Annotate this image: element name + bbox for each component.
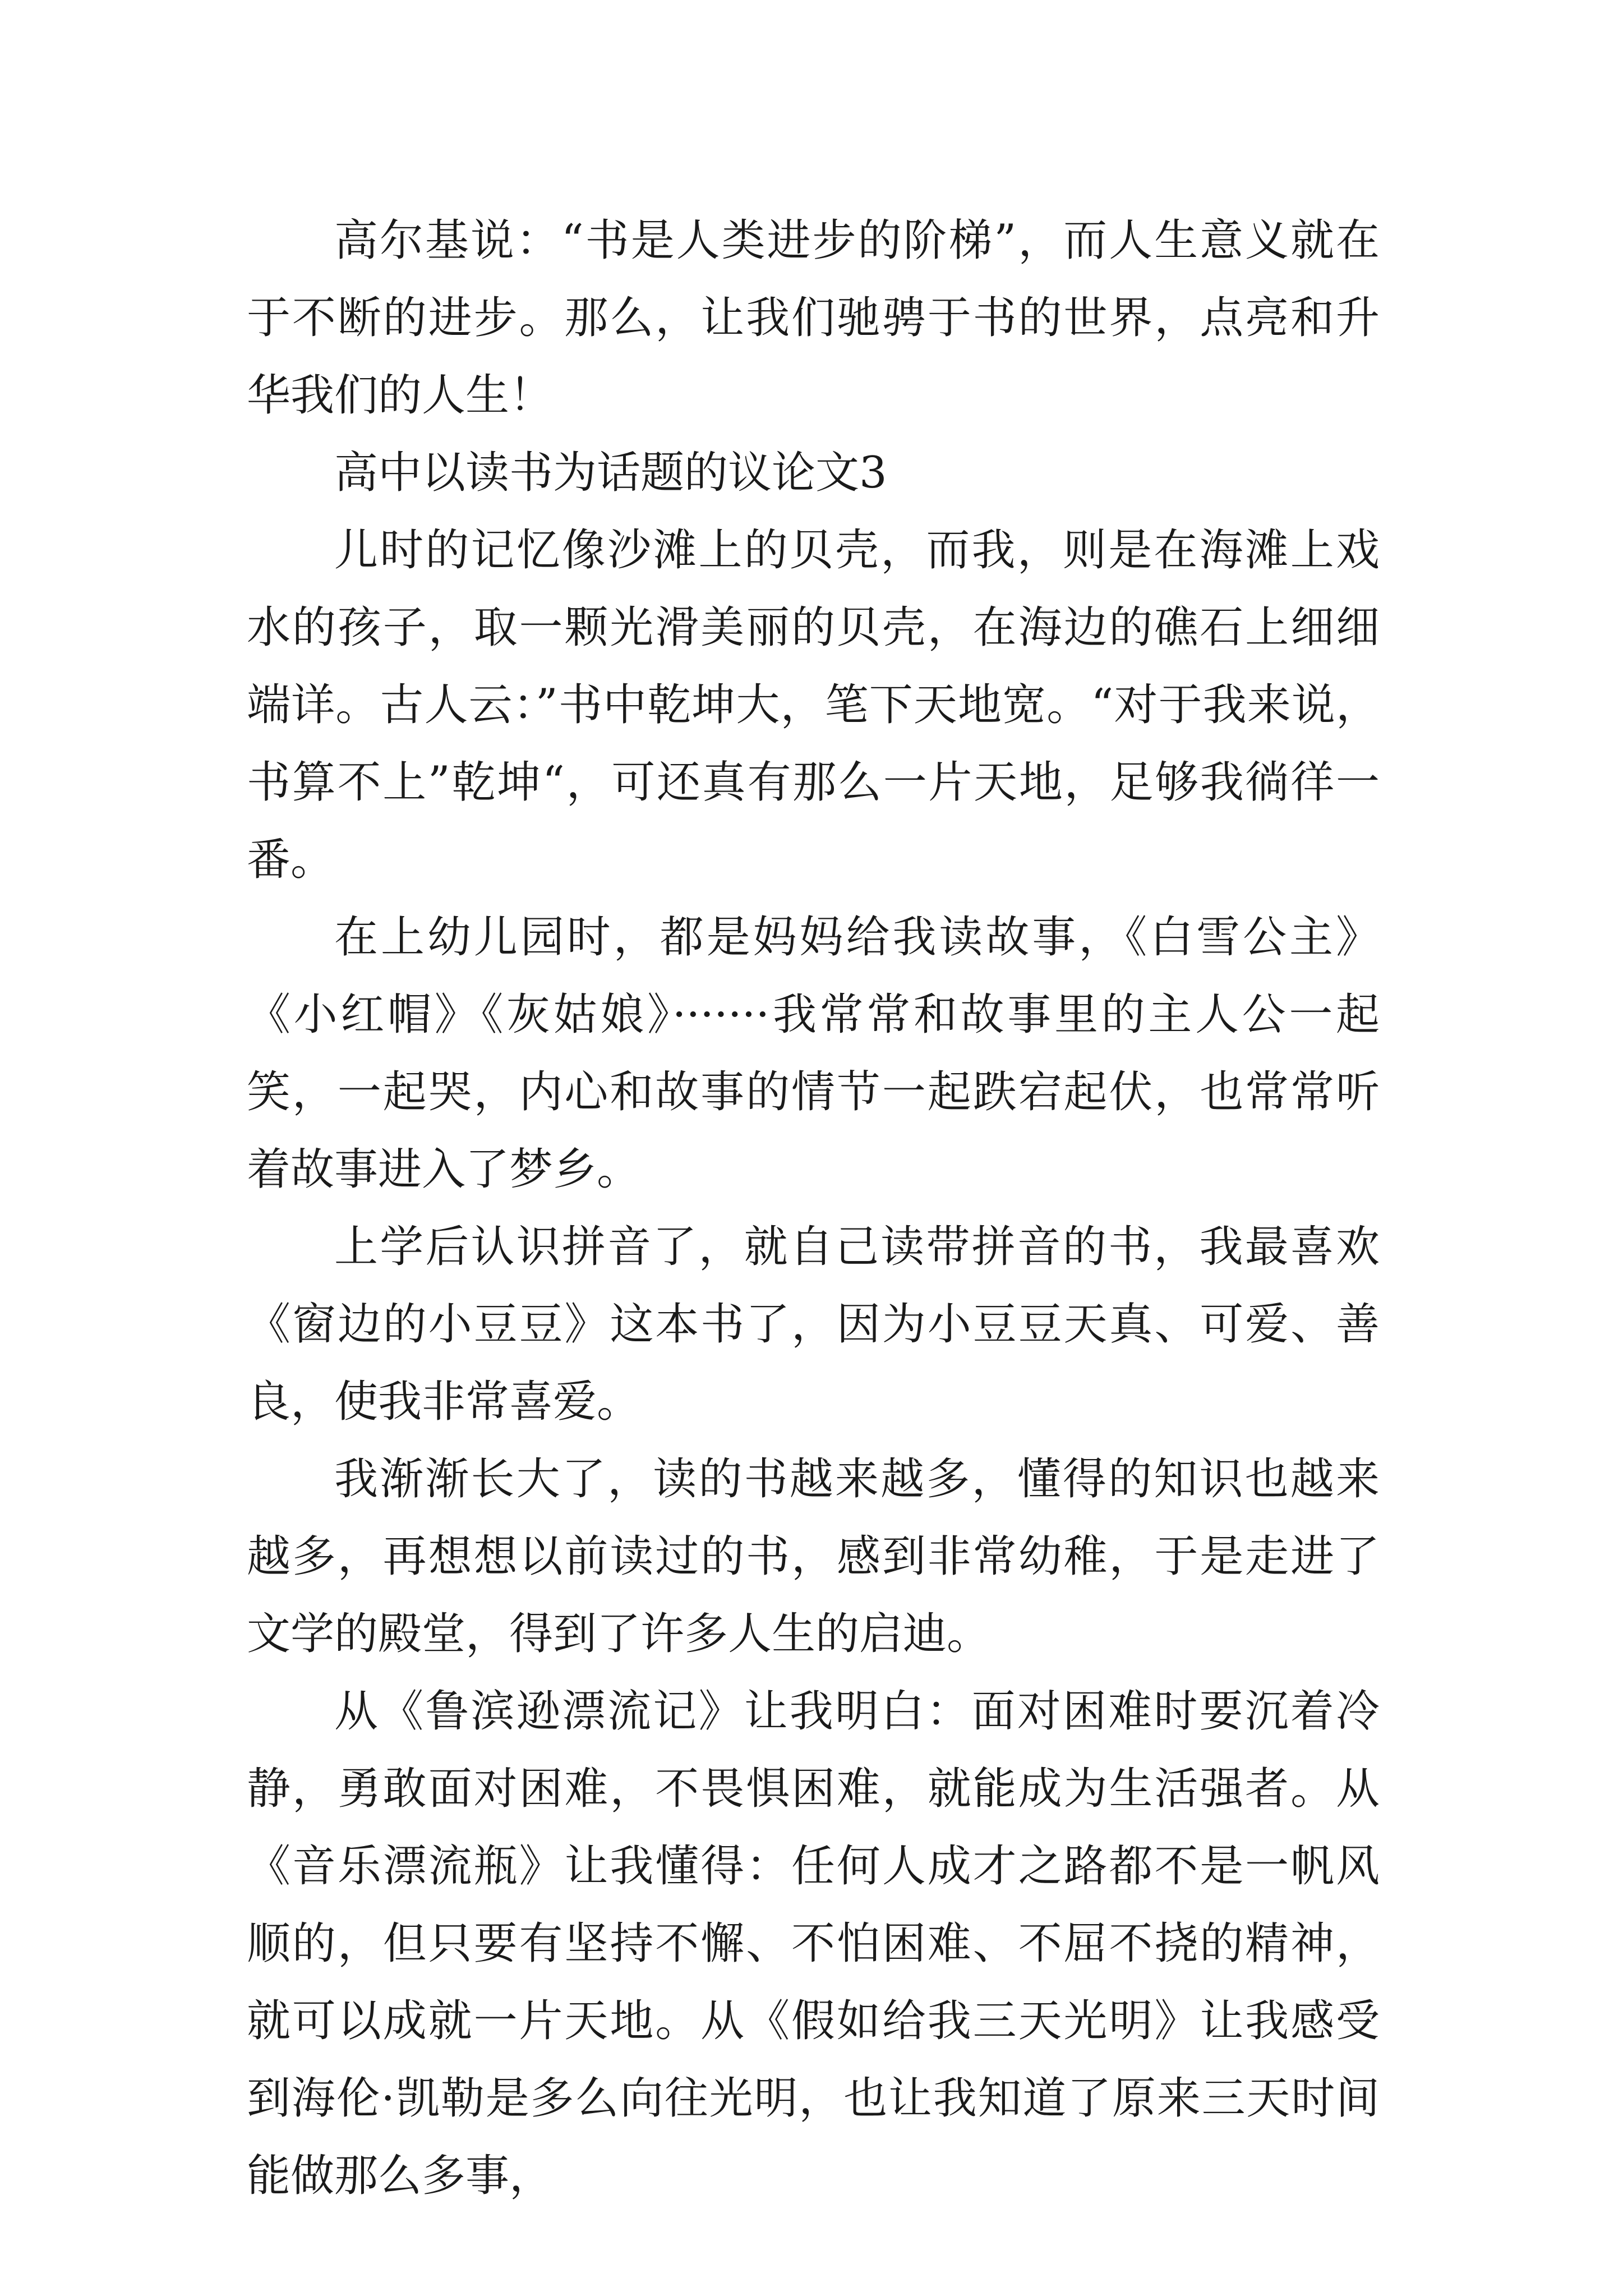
paragraph-kindergarten: 在上幼儿园时，都是妈妈给我读故事，《白雪公主》《小红帽》《灰姑娘》·······我常常和故事里的主人公一起笑，一起哭，内心和故事的情节一起跌宕起伏，也常常听着故事进入了梦乡。 (247, 912, 1380, 1195)
paragraph-gorky-quote: 高尔基说：“书是人类进步的阶梯”，而人生意义就在于不断的进步。那么，让我们驰骋于书的世界，点亮和升华我们的人生！ (247, 215, 1380, 421)
paragraph-growing-up: 我渐渐长大了，读的书越来越多，懂得的知识也越来越多，再想想以前读过的书，感到非常幼稚，于是走进了文学的殿堂，得到了许多人生的启迪。 (247, 1454, 1380, 1659)
essay-title: 高中以读书为话题的议论文3 (334, 448, 887, 498)
paragraph-pinyin-books: 上学后认识拼音了，就自己读带拼音的书，我最喜欢《窗边的小豆豆》这本书了，因为小豆豆天真、可爱、善良，使我非常喜爱。 (247, 1222, 1380, 1427)
paragraph-childhood-memory: 儿时的记忆像沙滩上的贝壳，而我，则是在海滩上戏水的孩子，取一颗光滑美丽的贝壳，在海边的礁石上细细端详。古人云：”书中乾坤大，笔下天地宽。“对于我来说，书算不上”乾坤“，可还真有那么一片天地，足够我徜徉一番。 (247, 525, 1380, 885)
document-body (247, 202, 1380, 2215)
paragraph-book-lessons: 从《鲁滨逊漂流记》让我明白：面对困难时要沉着冷静，勇敢面对困难，不畏惧困难，就能成为生活强者。从《音乐漂流瓶》让我懂得：任何人成才之路都不是一帆风顺的，但只要有坚持不懈、不怕困难、不屈不挠的精神，就可以成就一片天地。从《假如给我三天光明》让我感受到海伦·凯勒是多么向往光明，也让我知道了原来三天时间能做那么多事， (247, 1686, 1380, 2201)
